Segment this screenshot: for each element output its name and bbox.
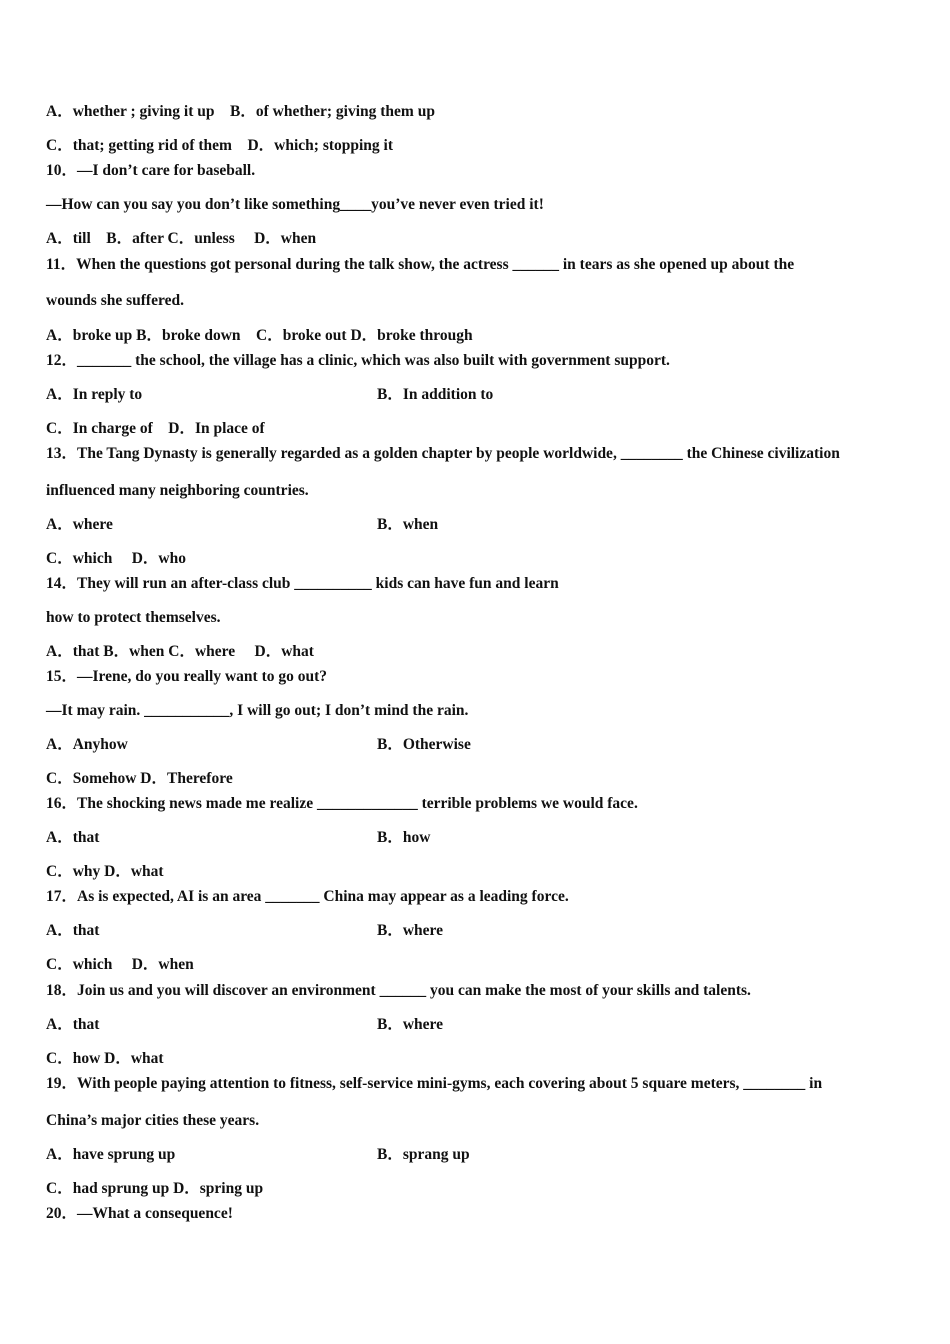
q16-options-cd: C．why D．what [46, 863, 164, 880]
q15-option-b: B．Otherwise [377, 736, 471, 753]
q13-stem: 13．The Tang Dynasty is generally regarded as a golden chapter by people worldwide, ________ the Chinese civilization [46, 445, 840, 462]
q19-option-a: A．have sprung up [46, 1146, 176, 1163]
q13-stem-2: influenced many neighboring countries. [46, 482, 309, 499]
q12-options-cd: C．In charge of D．In place of [46, 420, 265, 437]
q16-option-b: B．how [377, 829, 431, 846]
q19-stem-2: China’s major cities these years. [46, 1112, 260, 1129]
q13-option-b: B．when [377, 516, 439, 533]
q18-option-b: B．where [377, 1016, 444, 1033]
q17-options-cd: C．which D．when [46, 956, 194, 973]
q18-option-a: A．that [46, 1016, 100, 1033]
q14-stem: 14．They will run an after-class club __________ kids can have fun and learn [46, 575, 559, 592]
q16-option-a: A．that [46, 829, 100, 846]
q15-stem-2: —It may rain. ___________, I will go out; I don’t mind the rain. [46, 702, 469, 719]
q17-option-a: A．that [46, 922, 100, 939]
q10-stem-2: —How can you say you don’t like something____you’ve never even tried it! [46, 196, 544, 213]
q15-options-cd: C．Somehow D．Therefore [46, 770, 233, 787]
q12-option-a: A．In reply to [46, 386, 143, 403]
q9-options-cd: C．that; getting rid of them D．which; stopping it [46, 137, 394, 154]
q14-options: A．that B．when C．where D．what [46, 643, 314, 660]
q19-stem: 19．With people paying attention to fitness, self-service mini-gyms, each covering about 5 square meters, ________ in [46, 1075, 823, 1092]
q9-options-ab: A．whether ; giving it up B．of whether; giving them up [46, 103, 435, 120]
q20-stem: 20．—What a consequence! [46, 1205, 233, 1222]
q12-option-b: B．In addition to [377, 386, 494, 403]
q19-options-cd: C．had sprung up D．spring up [46, 1180, 264, 1197]
q14-stem-2: how to protect themselves. [46, 609, 221, 626]
q12-stem: 12．_______ the school, the village has a clinic, which was also built with government support. [46, 352, 670, 369]
q11-stem-2: wounds she suffered. [46, 292, 184, 309]
q16-stem: 16．The shocking news made me realize _____________ terrible problems we would face. [46, 795, 638, 812]
q18-options-cd: C．how D．what [46, 1050, 164, 1067]
q17-option-b: B．where [377, 922, 444, 939]
q15-stem: 15．—Irene, do you really want to go out? [46, 668, 328, 685]
q10-stem: 10．—I don’t care for baseball. [46, 162, 256, 179]
q13-options-cd: C．which D．who [46, 550, 186, 567]
q15-option-a: A．Anyhow [46, 736, 128, 753]
q11-options: A．broke up B．broke down C．broke out D．broke through [46, 327, 473, 344]
q19-option-b: B．sprang up [377, 1146, 470, 1163]
q18-stem: 18．Join us and you will discover an environment ______ you can make the most of your skills and talents. [46, 982, 751, 999]
q13-option-a: A．where [46, 516, 113, 533]
q11-stem: 11．When the questions got personal during the talk show, the actress ______ in tears as she opened up about the [46, 256, 795, 273]
q10-options: A．till B．after C．unless D．when [46, 230, 317, 247]
q17-stem: 17．As is expected, AI is an area _______ China may appear as a leading force. [46, 888, 569, 905]
